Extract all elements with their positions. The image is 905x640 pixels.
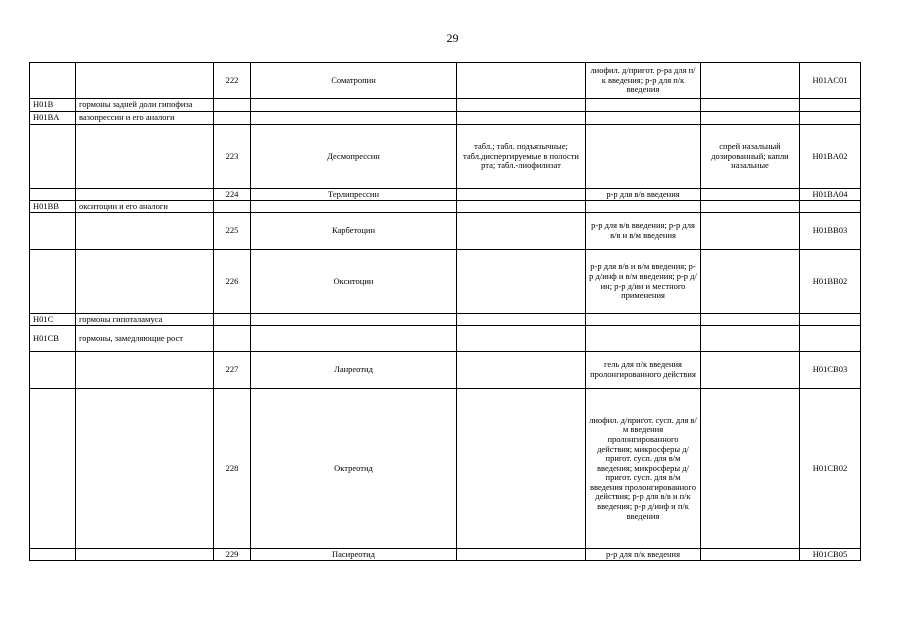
row-drug-name: Соматропин bbox=[251, 63, 457, 99]
row-forms-oral bbox=[457, 213, 586, 250]
row-forms-parenteral: гель для п/к введения пролонгированного действия bbox=[586, 352, 701, 389]
row-drug-name: Октреотид bbox=[251, 389, 457, 549]
row-code: H01B bbox=[30, 99, 76, 112]
row-code bbox=[30, 213, 76, 250]
row-drug-name bbox=[251, 326, 457, 352]
row-code: H01BB bbox=[30, 201, 76, 213]
row-drug-name bbox=[251, 112, 457, 125]
row-group: гормоны задней доли гипофиза bbox=[76, 99, 214, 112]
table-row bbox=[30, 314, 861, 326]
row-group bbox=[76, 63, 214, 99]
row-atc-code: H01CB02 bbox=[800, 389, 861, 549]
row-forms-other bbox=[701, 250, 800, 314]
row-atc-code: H01BB02 bbox=[800, 250, 861, 314]
table-row bbox=[30, 389, 861, 549]
row-group bbox=[76, 549, 214, 561]
row-number: 228 bbox=[214, 389, 251, 549]
row-forms-parenteral: р-р для в/в и в/м введения; р-р д/инф и в/м введения; р-р д/ин; р-р д/ин и местного применения bbox=[586, 250, 701, 314]
row-number: 227 bbox=[214, 352, 251, 389]
row-forms-parenteral bbox=[586, 314, 701, 326]
row-number: 226 bbox=[214, 250, 251, 314]
row-forms-other bbox=[701, 189, 800, 201]
row-number: 222 bbox=[214, 63, 251, 99]
row-drug-name bbox=[251, 201, 457, 213]
row-code bbox=[30, 125, 76, 189]
row-atc-code: H01BB03 bbox=[800, 213, 861, 250]
row-atc-code: H01BA04 bbox=[800, 189, 861, 201]
row-number bbox=[214, 99, 251, 112]
table-row bbox=[30, 352, 861, 389]
row-code bbox=[30, 63, 76, 99]
row-forms-oral bbox=[457, 389, 586, 549]
table-row bbox=[30, 189, 861, 201]
table-row bbox=[30, 250, 861, 314]
row-number bbox=[214, 314, 251, 326]
row-forms-parenteral bbox=[586, 112, 701, 125]
table-row bbox=[30, 213, 861, 250]
row-forms-parenteral: р-р для в/в введения; р-р для в/в и в/м введения bbox=[586, 213, 701, 250]
row-code: H01CB bbox=[30, 326, 76, 352]
row-forms-oral bbox=[457, 250, 586, 314]
row-group bbox=[76, 352, 214, 389]
row-forms-oral bbox=[457, 99, 586, 112]
row-forms-parenteral: р-р для в/в введения bbox=[586, 189, 701, 201]
table-row bbox=[30, 201, 861, 213]
row-forms-oral: табл.; табл. подъязычные; табл.диспергируемые в полости рта; табл.-лиофилизат bbox=[457, 125, 586, 189]
row-atc-code: H01AC01 bbox=[800, 63, 861, 99]
row-code: H01C bbox=[30, 314, 76, 326]
row-forms-parenteral bbox=[586, 201, 701, 213]
row-group: гормоны, замедляющие рост bbox=[76, 326, 214, 352]
row-atc-code bbox=[800, 201, 861, 213]
row-forms-other bbox=[701, 549, 800, 561]
row-atc-code: H01CB05 bbox=[800, 549, 861, 561]
table-row bbox=[30, 112, 861, 125]
row-atc-code: H01CB03 bbox=[800, 352, 861, 389]
row-drug-name: Терлипрессин bbox=[251, 189, 457, 201]
row-forms-oral bbox=[457, 112, 586, 125]
row-drug-name bbox=[251, 314, 457, 326]
row-number: 223 bbox=[214, 125, 251, 189]
row-drug-name: Пасиреотид bbox=[251, 549, 457, 561]
row-group bbox=[76, 189, 214, 201]
row-forms-oral bbox=[457, 314, 586, 326]
row-number: 229 bbox=[214, 549, 251, 561]
table-row bbox=[30, 125, 861, 189]
row-forms-other bbox=[701, 213, 800, 250]
row-atc-code: H01BA02 bbox=[800, 125, 861, 189]
row-forms-oral bbox=[457, 63, 586, 99]
row-drug-name bbox=[251, 99, 457, 112]
row-forms-oral bbox=[457, 201, 586, 213]
row-number bbox=[214, 326, 251, 352]
row-group bbox=[76, 213, 214, 250]
row-number: 225 bbox=[214, 213, 251, 250]
row-group bbox=[76, 389, 214, 549]
row-atc-code bbox=[800, 112, 861, 125]
row-forms-other bbox=[701, 201, 800, 213]
drug-table bbox=[29, 62, 861, 561]
row-atc-code bbox=[800, 326, 861, 352]
row-code: H01BA bbox=[30, 112, 76, 125]
row-forms-parenteral bbox=[586, 125, 701, 189]
row-code bbox=[30, 189, 76, 201]
row-forms-other bbox=[701, 352, 800, 389]
row-drug-name: Ланреотид bbox=[251, 352, 457, 389]
row-code bbox=[30, 352, 76, 389]
row-forms-parenteral: р-р для п/к введения bbox=[586, 549, 701, 561]
row-group: окситоцин и его аналоги bbox=[76, 201, 214, 213]
table-row bbox=[30, 63, 861, 99]
row-code bbox=[30, 389, 76, 549]
row-forms-other bbox=[701, 314, 800, 326]
row-forms-oral bbox=[457, 549, 586, 561]
row-number bbox=[214, 112, 251, 125]
row-group: гормоны гипоталамуса bbox=[76, 314, 214, 326]
row-forms-other bbox=[701, 326, 800, 352]
row-code bbox=[30, 549, 76, 561]
row-atc-code bbox=[800, 99, 861, 112]
row-drug-name: Окситоцин bbox=[251, 250, 457, 314]
row-number: 224 bbox=[214, 189, 251, 201]
table-row bbox=[30, 99, 861, 112]
row-drug-name: Карбетоцин bbox=[251, 213, 457, 250]
row-drug-name: Десмопрессин bbox=[251, 125, 457, 189]
row-forms-oral bbox=[457, 352, 586, 389]
row-forms-parenteral bbox=[586, 99, 701, 112]
row-group bbox=[76, 125, 214, 189]
row-forms-oral bbox=[457, 326, 586, 352]
row-group bbox=[76, 250, 214, 314]
row-forms-other bbox=[701, 389, 800, 549]
row-forms-other: спрей назальный дозированный; капли назальные bbox=[701, 125, 800, 189]
row-forms-parenteral: лиофил. д/пригот. сусп. для в/м введения пролонгированного действия; микросферы д/пригот. сусп. для в/м введения; микросферы д/пригот. сусп. для в/м введения пролонгированного действия; р-р для в/в и п/к введения; р-р д/инф и п/к введения bbox=[586, 389, 701, 549]
row-forms-other bbox=[701, 112, 800, 125]
row-atc-code bbox=[800, 314, 861, 326]
table-row bbox=[30, 326, 861, 352]
row-forms-other bbox=[701, 63, 800, 99]
row-code bbox=[30, 250, 76, 314]
row-forms-parenteral: лиофил. д/пригот. р-ра для п/к введения; р-р для п/к введения bbox=[586, 63, 701, 99]
table-row bbox=[30, 549, 861, 561]
row-forms-other bbox=[701, 99, 800, 112]
row-group: вазопрессин и его аналоги bbox=[76, 112, 214, 125]
row-number bbox=[214, 201, 251, 213]
page-number: 29 bbox=[446, 31, 459, 45]
row-forms-oral bbox=[457, 189, 586, 201]
row-forms-parenteral bbox=[586, 326, 701, 352]
